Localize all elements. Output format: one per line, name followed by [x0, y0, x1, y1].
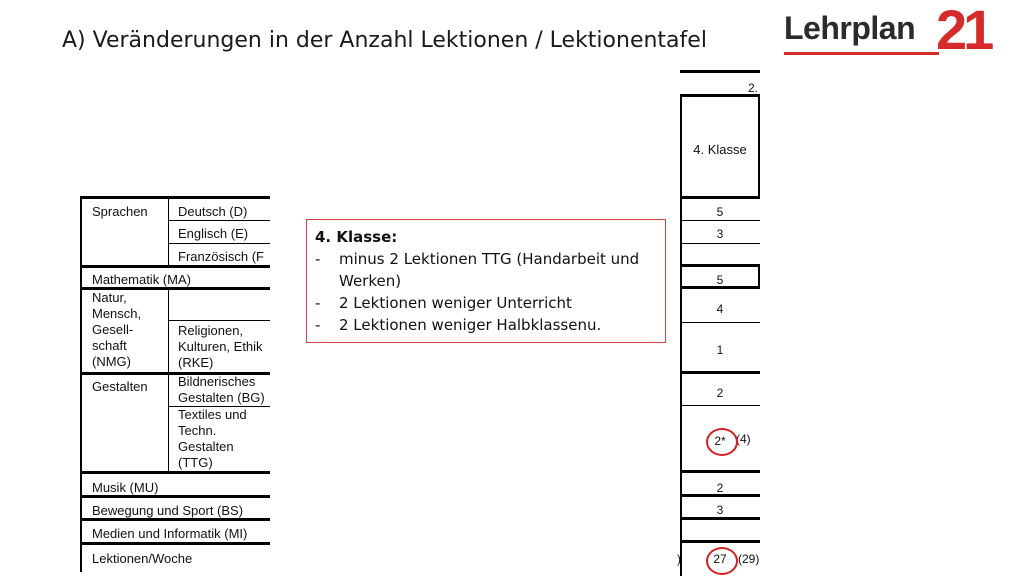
- table-rule: [680, 371, 760, 374]
- value-rke: 1: [716, 343, 724, 357]
- table-rule: [680, 196, 760, 199]
- subject-gestalten: Gestalten: [92, 379, 148, 394]
- bullet-dash: -: [315, 250, 321, 268]
- value-bewegung-sport: 3: [716, 503, 724, 517]
- table-rule: [680, 405, 760, 406]
- value-deutsch: 5: [716, 205, 724, 219]
- lesson-table-right: [677, 70, 760, 576]
- value-bg: 2: [716, 386, 724, 400]
- callout-list: [315, 248, 657, 336]
- value-nmg: 4: [716, 302, 724, 316]
- table-rule: [680, 220, 760, 221]
- table-rule: [168, 290, 169, 372]
- column-group-label: 2.: [747, 81, 758, 95]
- subject-medien-informatik: Medien und Informatik (MI): [92, 526, 248, 541]
- callout-item-text: minus 2 Lektionen TTG (Handarbeit und Werken): [339, 250, 640, 290]
- bullet-dash: -: [315, 316, 321, 334]
- lesson-table-left: [80, 196, 270, 572]
- table-rule: [680, 517, 760, 520]
- table-rule: [168, 320, 270, 321]
- table-rule: [758, 265, 760, 287]
- callout-item: [315, 314, 657, 336]
- value-total: 27: [713, 552, 727, 566]
- callout-heading: 4. Klasse:: [315, 228, 398, 246]
- table-rule: [168, 375, 169, 471]
- lehrplan21-logo: [784, 0, 1006, 61]
- subject-bg: Bildnerisches Gestalten (BG): [178, 374, 265, 405]
- subject-sprachen: Sprachen: [92, 204, 148, 219]
- callout-item: [315, 248, 657, 292]
- table-rule: [680, 322, 760, 323]
- table-rule: [82, 542, 270, 545]
- callout-item-text: 2 Lektionen weniger Unterricht: [339, 294, 572, 312]
- table-rule: [680, 494, 760, 497]
- value-total-note: (29): [738, 552, 760, 566]
- slide-title: A) Veränderungen in der Anzahl Lektionen / Lektionentafel: [62, 28, 707, 53]
- subject-mathematik: Mathematik (MA): [92, 272, 191, 287]
- table-rule: [82, 495, 270, 498]
- table-rule: [82, 196, 270, 199]
- highlight-circle-ttg: [706, 428, 738, 456]
- subject-musik: Musik (MU): [92, 480, 159, 495]
- table-rule: [680, 94, 760, 97]
- value-ttg-note: (4): [736, 432, 751, 446]
- table-rule: [680, 243, 760, 244]
- callout-item: [315, 292, 657, 314]
- column-header-4-klasse: 4. Klasse: [693, 142, 747, 157]
- table-rule: [680, 70, 760, 73]
- value-ttg: 2*: [714, 434, 726, 448]
- subject-deutsch: Deutsch (D): [178, 204, 248, 219]
- value-musik: 2: [716, 481, 724, 495]
- logo-number: 21: [936, 0, 991, 61]
- subject-nmg: Natur, Mensch, Gesell- schaft (NMG): [92, 290, 142, 369]
- logo-underline: [784, 52, 939, 55]
- callout-box: [306, 219, 666, 343]
- value-mathematik: 5: [716, 273, 724, 287]
- subject-franzoesisch: Französisch (F: [178, 249, 264, 264]
- table-rule: [82, 265, 270, 268]
- table-rule: [680, 264, 760, 267]
- callout-item-text: 2 Lektionen weniger Halbklassenu.: [339, 316, 602, 334]
- total-lessons-label: Lektionen/Woche: [92, 551, 193, 566]
- table-rule: [82, 518, 270, 521]
- table-rule: [168, 243, 270, 244]
- table-rule: [168, 220, 270, 221]
- logo-wordmark: Lehrplan: [784, 10, 916, 46]
- table-rule: [680, 470, 760, 473]
- subject-ttg: Textiles und Techn. Gestalten (TTG): [178, 407, 247, 470]
- table-rule: [168, 198, 169, 266]
- table-rule: [680, 286, 760, 289]
- value-total-fragment: ): [677, 552, 681, 566]
- subject-englisch: Englisch (E): [178, 226, 249, 241]
- subject-bewegung-sport: Bewegung und Sport (BS): [92, 503, 244, 518]
- subject-rke: Religionen, Kulturen, Ethik (RKE): [178, 323, 263, 370]
- highlight-circle-total: [706, 547, 738, 575]
- value-englisch: 3: [716, 227, 724, 241]
- table-rule: [680, 540, 760, 543]
- table-rule: [82, 471, 270, 474]
- bullet-dash: -: [315, 294, 321, 312]
